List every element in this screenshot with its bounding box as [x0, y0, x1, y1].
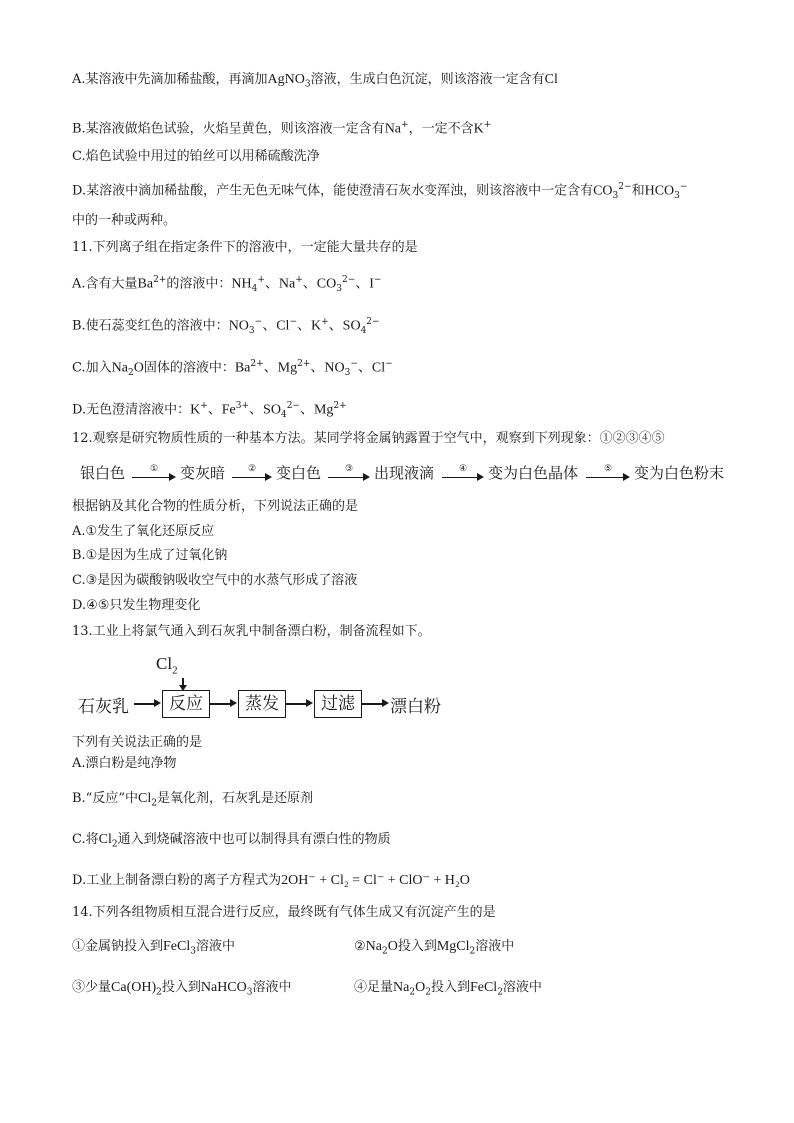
option-12d: D.④⑤只发生物理变化	[72, 598, 201, 613]
option-14-3: ③少量$Ca(OH)_2$投入到NaHCO$_3$溶液中	[72, 980, 292, 998]
bleach-process-diagram	[72, 652, 462, 732]
question-11-stem: 11.下列离子组在指定条件下的溶液中，一定能大量共存的是	[72, 240, 418, 255]
option-10c: C.焰色试验中用过的铂丝可以用稀硫酸洗净	[72, 149, 320, 164]
flow-arrow	[134, 703, 154, 705]
flow-arrow	[210, 703, 230, 705]
diagram-box: 过滤	[314, 690, 362, 718]
sodium-change-flow: 银白色 ① 变灰暗 ② 变白色 ③ 出现液滴 ④ 变为白色晶体 ⑤ 变为白色粉末	[80, 464, 725, 482]
diagram-start-label: 石灰乳	[78, 697, 129, 717]
flow-step-label: 变白色	[276, 464, 322, 482]
flow-step-label: 出现液滴	[374, 464, 435, 482]
diagram-end-label: 漂白粉	[390, 697, 441, 717]
option-12c: C.③是因为碳酸钠吸收空气中的水蒸气形成了溶液	[72, 573, 358, 588]
option-10d-cont: 中的一种或两种。	[72, 213, 177, 228]
option-10b: B.某溶液做焰色试验，火焰呈黄色，则该溶液一定含有Na+，一定不含K+	[72, 120, 492, 137]
option-12a: A.①发生了氧化还原反应	[72, 524, 215, 539]
flow-step-label: 变灰暗	[180, 464, 226, 482]
question-13-lead: 下列有关说法正确的是	[72, 735, 203, 750]
option-13b: B.“反应”中$Cl_2$是氧化剂，石灰乳是还原剂	[72, 791, 313, 809]
option-11c: C.加入$Na_2O$固体的溶液中：$Ba^{2+}$、$Mg^{2+}$、$NO_3^-$、Cl−	[72, 359, 393, 378]
flow-step-label: 变为白色粉末	[634, 464, 725, 482]
flow-step-label: 银白色	[80, 464, 126, 482]
question-14-stem: 14.下列各组物质相互混合进行反应，最终既有气体生成又有沉淀产生的是	[72, 905, 496, 920]
option-13a: A.漂白粉是纯净物	[72, 756, 177, 771]
flow-arrow	[362, 703, 382, 705]
option-11d: D.无色澄清溶液中：K+、$Fe^{3+}$、$SO_4^{2-}$、$Mg^{2+}$	[72, 401, 347, 420]
flow-arrow	[286, 703, 306, 705]
question-12-lead: 根据钠及其化合物的性质分析，下列说法正确的是	[72, 499, 359, 514]
option-12b: B.①是因为生成了过氧化钠	[72, 548, 228, 563]
question-13-stem: 13.工业上将氯气通入到石灰乳中制备漂白粉，制备流程如下。	[72, 624, 431, 639]
option-10a: A.某溶液中先滴加稀盐酸，再滴加AgNO$_3$溶液，生成白色沉淀，则该溶液一定含有Cl	[72, 72, 558, 90]
option-14-2: $②Na_2O$投入到MgCl$_2$溶液中	[354, 939, 515, 957]
option-13c: C.将$Cl_2$通入到烧碱溶液中也可以制得具有漂白性的物质	[72, 832, 391, 850]
option-10d: D.某溶液中滴加稀盐酸，产生无色无味气体，能使澄清石灰水变浑浊，则该溶液中一定含有$CO_3^{2-}$和$HCO_3^-$	[72, 182, 688, 201]
option-11a: A.含有大量$Ba^{2+}$的溶液中：$NH_4^+$、Na+、$CO_3^{2-}$、I−	[72, 275, 382, 294]
option-11b: B.使石蕊变红色的溶液中：$NO_3^-$、Cl−、K+、$SO_4^{2-}$	[72, 317, 380, 336]
flow-step-label: 变为白色晶体	[488, 464, 579, 482]
option-14-4: ④足量$Na_2O_2$投入到FeCl$_2$溶液中	[354, 980, 542, 998]
chlorine-input-label: $Cl_2$	[156, 654, 178, 677]
option-13d: D.工业上制备漂白粉的离子方程式为2OH⁻ + Cl₂ = Cl⁻ + ClO⁻ + H₂O	[72, 873, 470, 888]
question-12-stem: 12.观察是研究物质性质的一种基本方法。某同学将金属钠露置于空气中，观察到下列现象：①②③④⑤	[72, 431, 665, 446]
diagram-box: 蒸发	[238, 690, 286, 718]
option-14-1: ①金属钠投入到FeCl$_3$溶液中	[72, 939, 235, 957]
diagram-box: 反应	[162, 690, 210, 718]
